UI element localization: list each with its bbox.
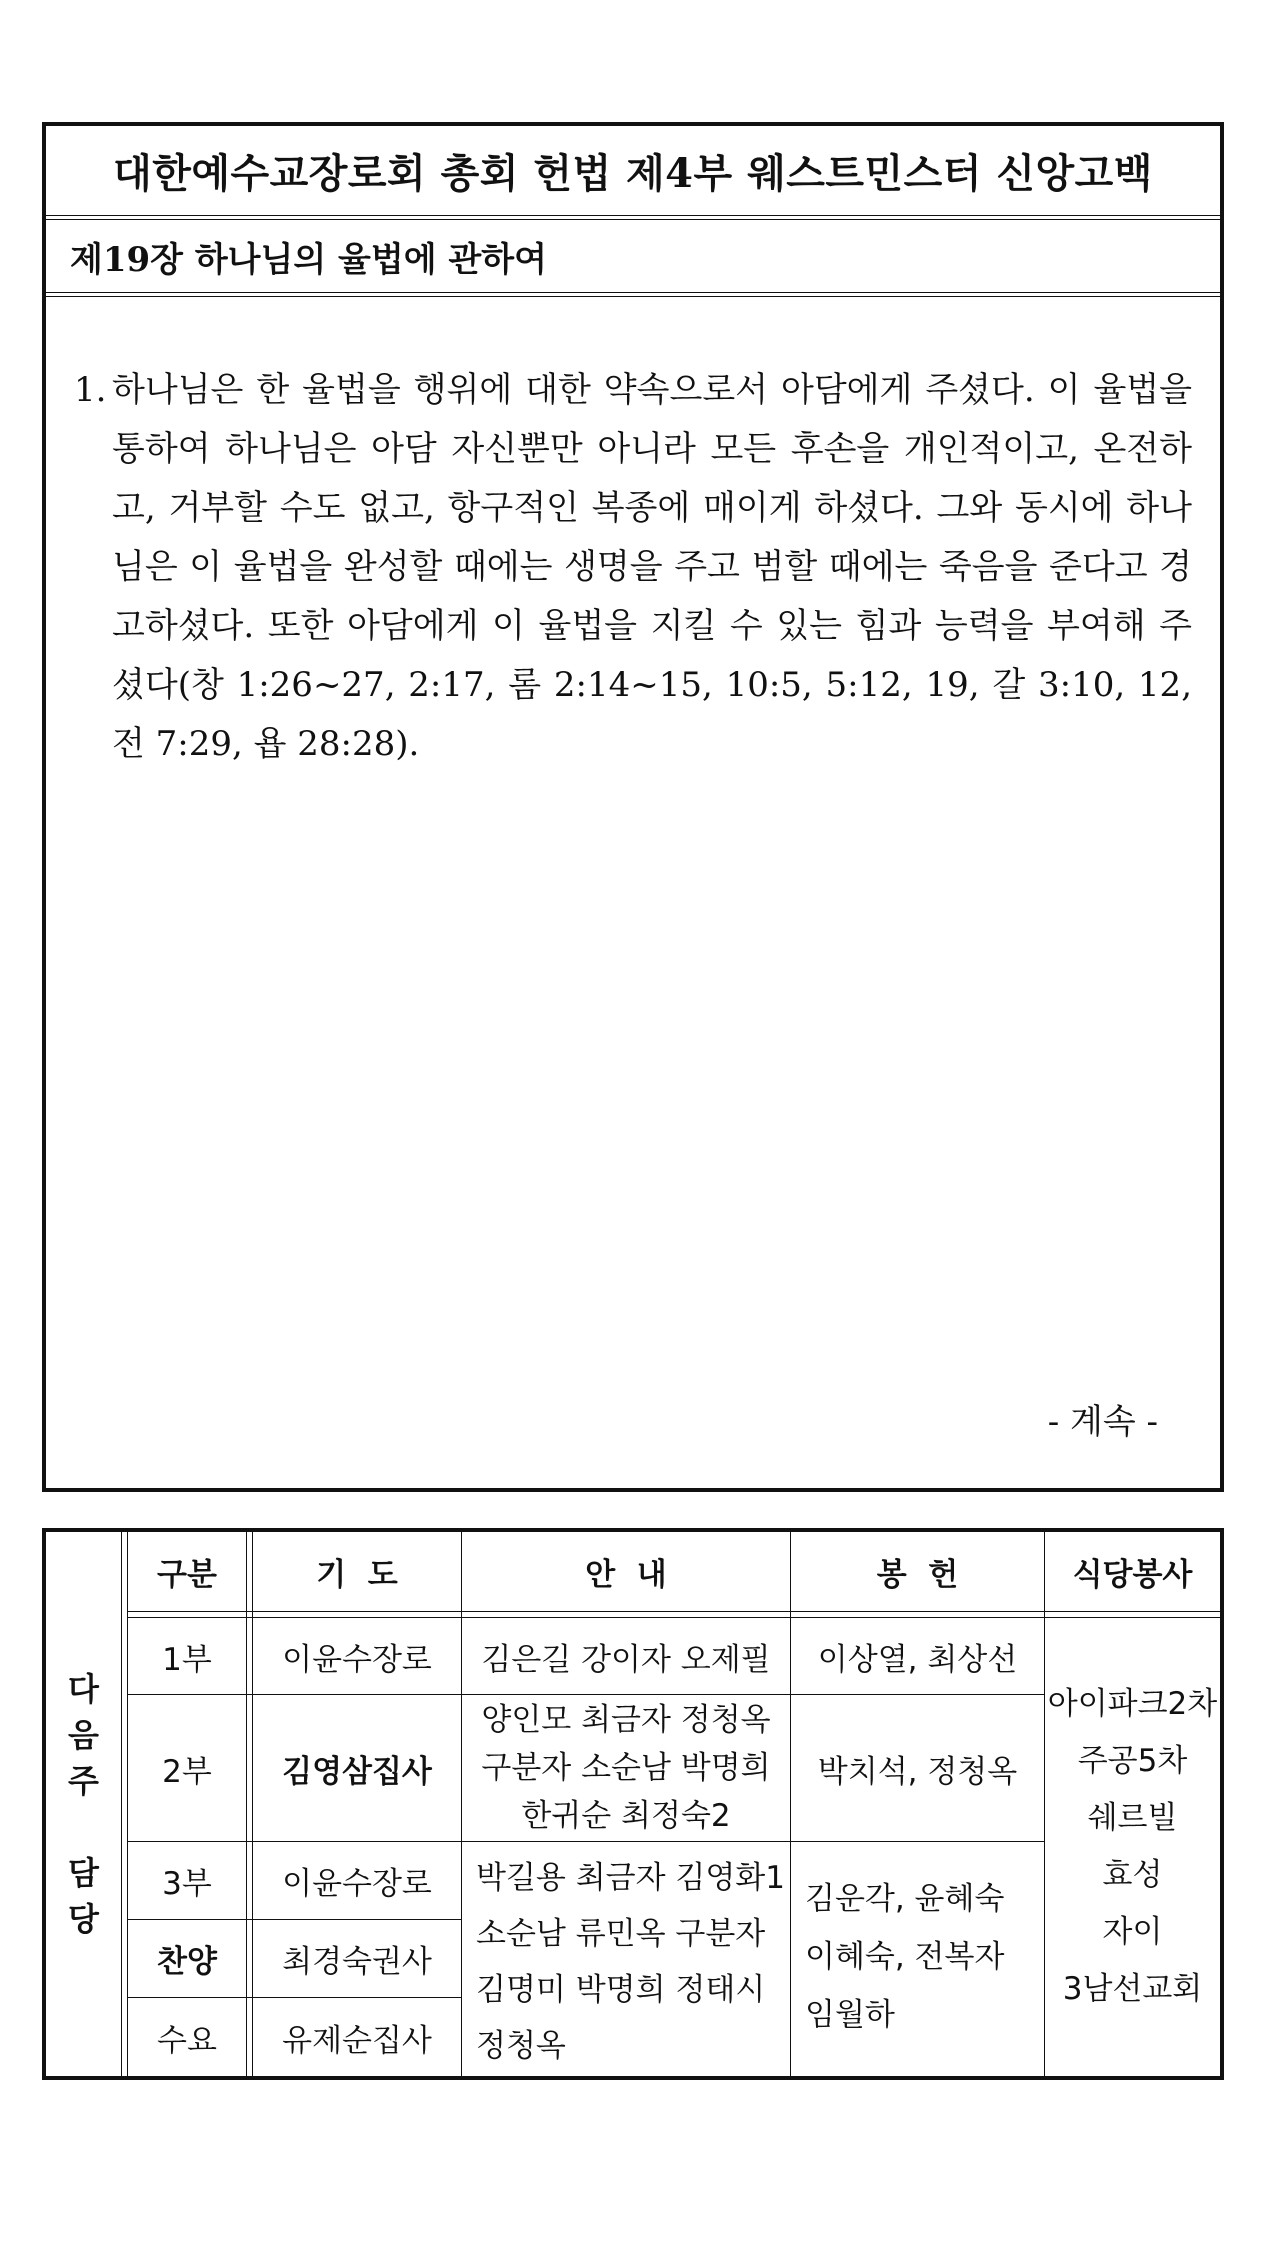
row-category: 3부 [162,1866,212,1902]
kitchen-line: 자이 [1102,1914,1163,1950]
confession-box [42,122,1224,1492]
confession-body [74,361,1192,774]
row-usher [462,1695,790,1841]
header-offering: 봉 헌 [876,1557,959,1593]
duty-roster-table [42,1528,1224,2080]
row-category: 수요 [157,2022,217,2059]
side-label [46,1532,121,2076]
side-char: 담 [68,1854,99,1892]
side-char: 당 [68,1900,99,1938]
kitchen-service [1045,1618,1220,2076]
side-char: 다 [68,1670,99,1708]
offering-line: 김운각, 윤혜숙 [805,1881,1005,1917]
usher-line: 김명미 박명희 정태시 [476,1972,766,2008]
row-prayer: 김영삼집사 [282,1753,432,1790]
row-category: 1부 [162,1641,212,1678]
row-category: 찬양 [157,1944,217,1980]
paragraph [74,361,1192,774]
usher-line: 소순남 류민옥 구분자 [476,1916,766,1952]
header-usher: 안 내 [585,1557,667,1593]
row-prayer: 이윤수장로 [282,1866,432,1902]
row-offering: 박치석, 정청옥 [817,1753,1018,1790]
row-prayer: 최경숙권사 [282,1944,432,1980]
row-prayer: 유제순집사 [282,2022,432,2059]
usher-line: 구분자 소순남 박명희 [481,1750,771,1786]
side-char: 주 [68,1762,99,1800]
grid-line [246,1532,247,2076]
kitchen-line: 쉐르빌 [1087,1800,1178,1836]
kitchen-line: 3남선교회 [1062,1971,1203,2007]
row-category: 2부 [162,1753,212,1790]
side-char: 음 [68,1716,99,1754]
header-prayer: 기 도 [316,1557,398,1593]
header-kitchen: 식당봉사 [1072,1557,1193,1593]
usher-line: 박길용 최금자 김영화1 [476,1860,785,1896]
document-title: 대한예수교장로회 총회 헌법 제4부 웨스트민스터 신앙고백 [46,126,1220,216]
grid-line [121,1532,122,2076]
kitchen-line: 효성 [1102,1857,1163,1893]
row-prayer: 이윤수장로 [282,1641,432,1678]
paragraph-text: 하나님은 한 율법을 행위에 대한 약속으로서 아담에게 주셨다. 이 율법을 통하여 하나님은 아담 자신뿐만 아니라 모든 후손을 개인적이고, 온전하고, 거부할 수도 없고, 항구적인 복종에 매이게 하셨다. 그와 동시에 하나님은 이 율법을 완성할 때에는 생명을 주고 범할 때에는 죽음을 준다고 경고하셨다. 또한 아담에게 이 율법을 지킬 수 있는 힘과 능력을 부여해 주셨다(창 1:26~27, 2:17, 롬 2:14~15, 10:5, 5:12, 19, 갈 3:10, 12, 전 7:29, 욥 28:28). [112,370,1192,764]
continued-note: - 계속 - [1047,1402,1158,1442]
chapter-divider [46,293,1220,297]
grid-line [127,1611,1220,1612]
offering-group-3 [791,1870,1044,2070]
kitchen-line: 주공5차 [1077,1743,1188,1779]
offering-line: 임월하 [805,1997,895,2033]
paragraph-number: 1. [74,370,107,410]
row-usher: 김은길 강이자 오제필 [481,1641,771,1678]
chapter-heading: 제19장 하나님의 율법에 관하여 [46,220,1220,293]
usher-line: 양인모 최금자 정청옥 [481,1702,771,1738]
offering-line: 이혜숙, 전복자 [805,1939,1005,1975]
usher-line: 한귀순 최정숙2 [521,1798,731,1834]
kitchen-line: 아이파크2차 [1047,1686,1218,1722]
usher-line: 정청옥 [476,2028,566,2064]
header-category: 구분 [157,1557,217,1593]
row-offering: 이상열, 최상선 [817,1641,1018,1678]
usher-group-3 [462,1850,790,2076]
